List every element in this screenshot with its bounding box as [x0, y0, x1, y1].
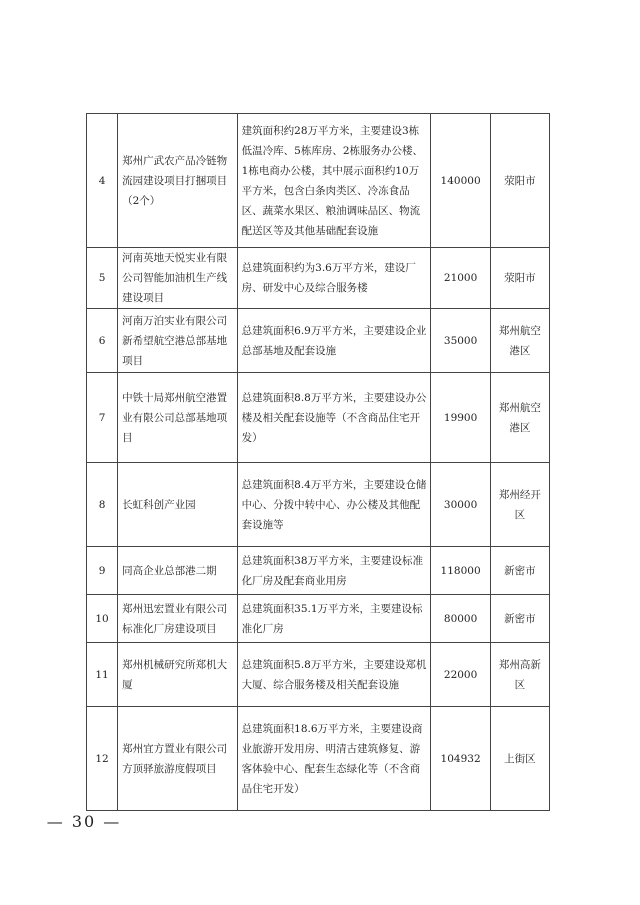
investment-amount: 35000	[431, 309, 490, 373]
investment-amount: 30000	[431, 463, 490, 547]
row-index: 12	[87, 707, 118, 811]
row-index: 5	[87, 248, 118, 309]
project-location: 郑州高新区	[490, 643, 549, 707]
table-row	[87, 707, 550, 811]
row-index: 6	[87, 309, 118, 373]
page-number: — 30 —	[46, 812, 122, 831]
investment-amount: 104932	[431, 707, 490, 811]
project-name: 河南英地天悦实业有限公司智能加油机生产线建设项目	[118, 248, 238, 309]
project-name: 郑州宜方置业有限公司方顶驿旅游度假项目	[118, 707, 238, 811]
table-row	[87, 373, 550, 463]
investment-amount: 21000	[431, 248, 490, 309]
row-index: 7	[87, 373, 118, 463]
project-name: 河南万泊实业有限公司新希望航空港总部基地项目	[118, 309, 238, 373]
project-description: 总建筑面积6.9万平方米，主要建设企业总部基地及配套设施	[237, 309, 431, 373]
table-row	[87, 463, 550, 547]
project-location: 荥阳市	[490, 248, 549, 309]
project-name: 郑州机械研究所郑机大厦	[118, 643, 238, 707]
project-description: 建筑面积约28万平方米，主要建设3栋低温冷库、5栋库房、2栋服务办公楼、1栋电商办公楼，其中展示面积约10万平方米，包含白条肉类区、冷冻食品区、蔬菜水果区、粮油调味品区、物流配送区等及其他基础配套设施	[237, 114, 431, 248]
projects-table	[86, 113, 550, 811]
project-location: 新密市	[490, 595, 549, 643]
table-row	[87, 595, 550, 643]
project-description: 总建筑面积18.6万平方米，主要建设商业旅游开发用房、明清古建筑修复、游客体验中心、配套生态绿化等（不含商品住宅开发）	[237, 707, 431, 811]
project-description: 总建筑面积38万平方米，主要建设标准化厂房及配套商业用房	[237, 547, 431, 595]
project-name: 长虹科创产业园	[118, 463, 238, 547]
project-location: 郑州航空港区	[490, 309, 549, 373]
table-row	[87, 114, 550, 248]
project-description: 总建筑面积8.4万平方米，主要建设仓储中心、分拨中转中心、办公楼及其他配套设施等	[237, 463, 431, 547]
row-index: 9	[87, 547, 118, 595]
project-name: 郑州广武农产品冷链物流园建设项目打捆项目（2个）	[118, 114, 238, 248]
project-description: 总建筑面积5.8万平方米，主要建设郑机大厦、综合服务楼及相关配套设施	[237, 643, 431, 707]
project-location: 郑州航空港区	[490, 373, 549, 463]
investment-amount: 118000	[431, 547, 490, 595]
table-row	[87, 309, 550, 373]
project-location: 郑州经开区	[490, 463, 549, 547]
project-name: 郑州迅宏置业有限公司标准化厂房建设项目	[118, 595, 238, 643]
project-location: 新密市	[490, 547, 549, 595]
project-description: 总建筑面积8.8万平方米，主要建设办公楼及相关配套设施等（不含商品住宅开发）	[237, 373, 431, 463]
project-description: 总建筑面积35.1万平方米，主要建设标准化厂房	[237, 595, 431, 643]
row-index: 10	[87, 595, 118, 643]
investment-amount: 140000	[431, 114, 490, 248]
row-index: 4	[87, 114, 118, 248]
project-location: 荥阳市	[490, 114, 549, 248]
table-row	[87, 643, 550, 707]
project-description: 总建筑面积约为3.6万平方米，建设厂房、研发中心及综合服务楼	[237, 248, 431, 309]
row-index: 11	[87, 643, 118, 707]
row-index: 8	[87, 463, 118, 547]
investment-amount: 19900	[431, 373, 490, 463]
project-location: 上街区	[490, 707, 549, 811]
table-row	[87, 248, 550, 309]
project-name: 同高企业总部港二期	[118, 547, 238, 595]
investment-amount: 80000	[431, 595, 490, 643]
table-row	[87, 547, 550, 595]
investment-amount: 22000	[431, 643, 490, 707]
project-name: 中铁十局郑州航空港置业有限公司总部基地项目	[118, 373, 238, 463]
